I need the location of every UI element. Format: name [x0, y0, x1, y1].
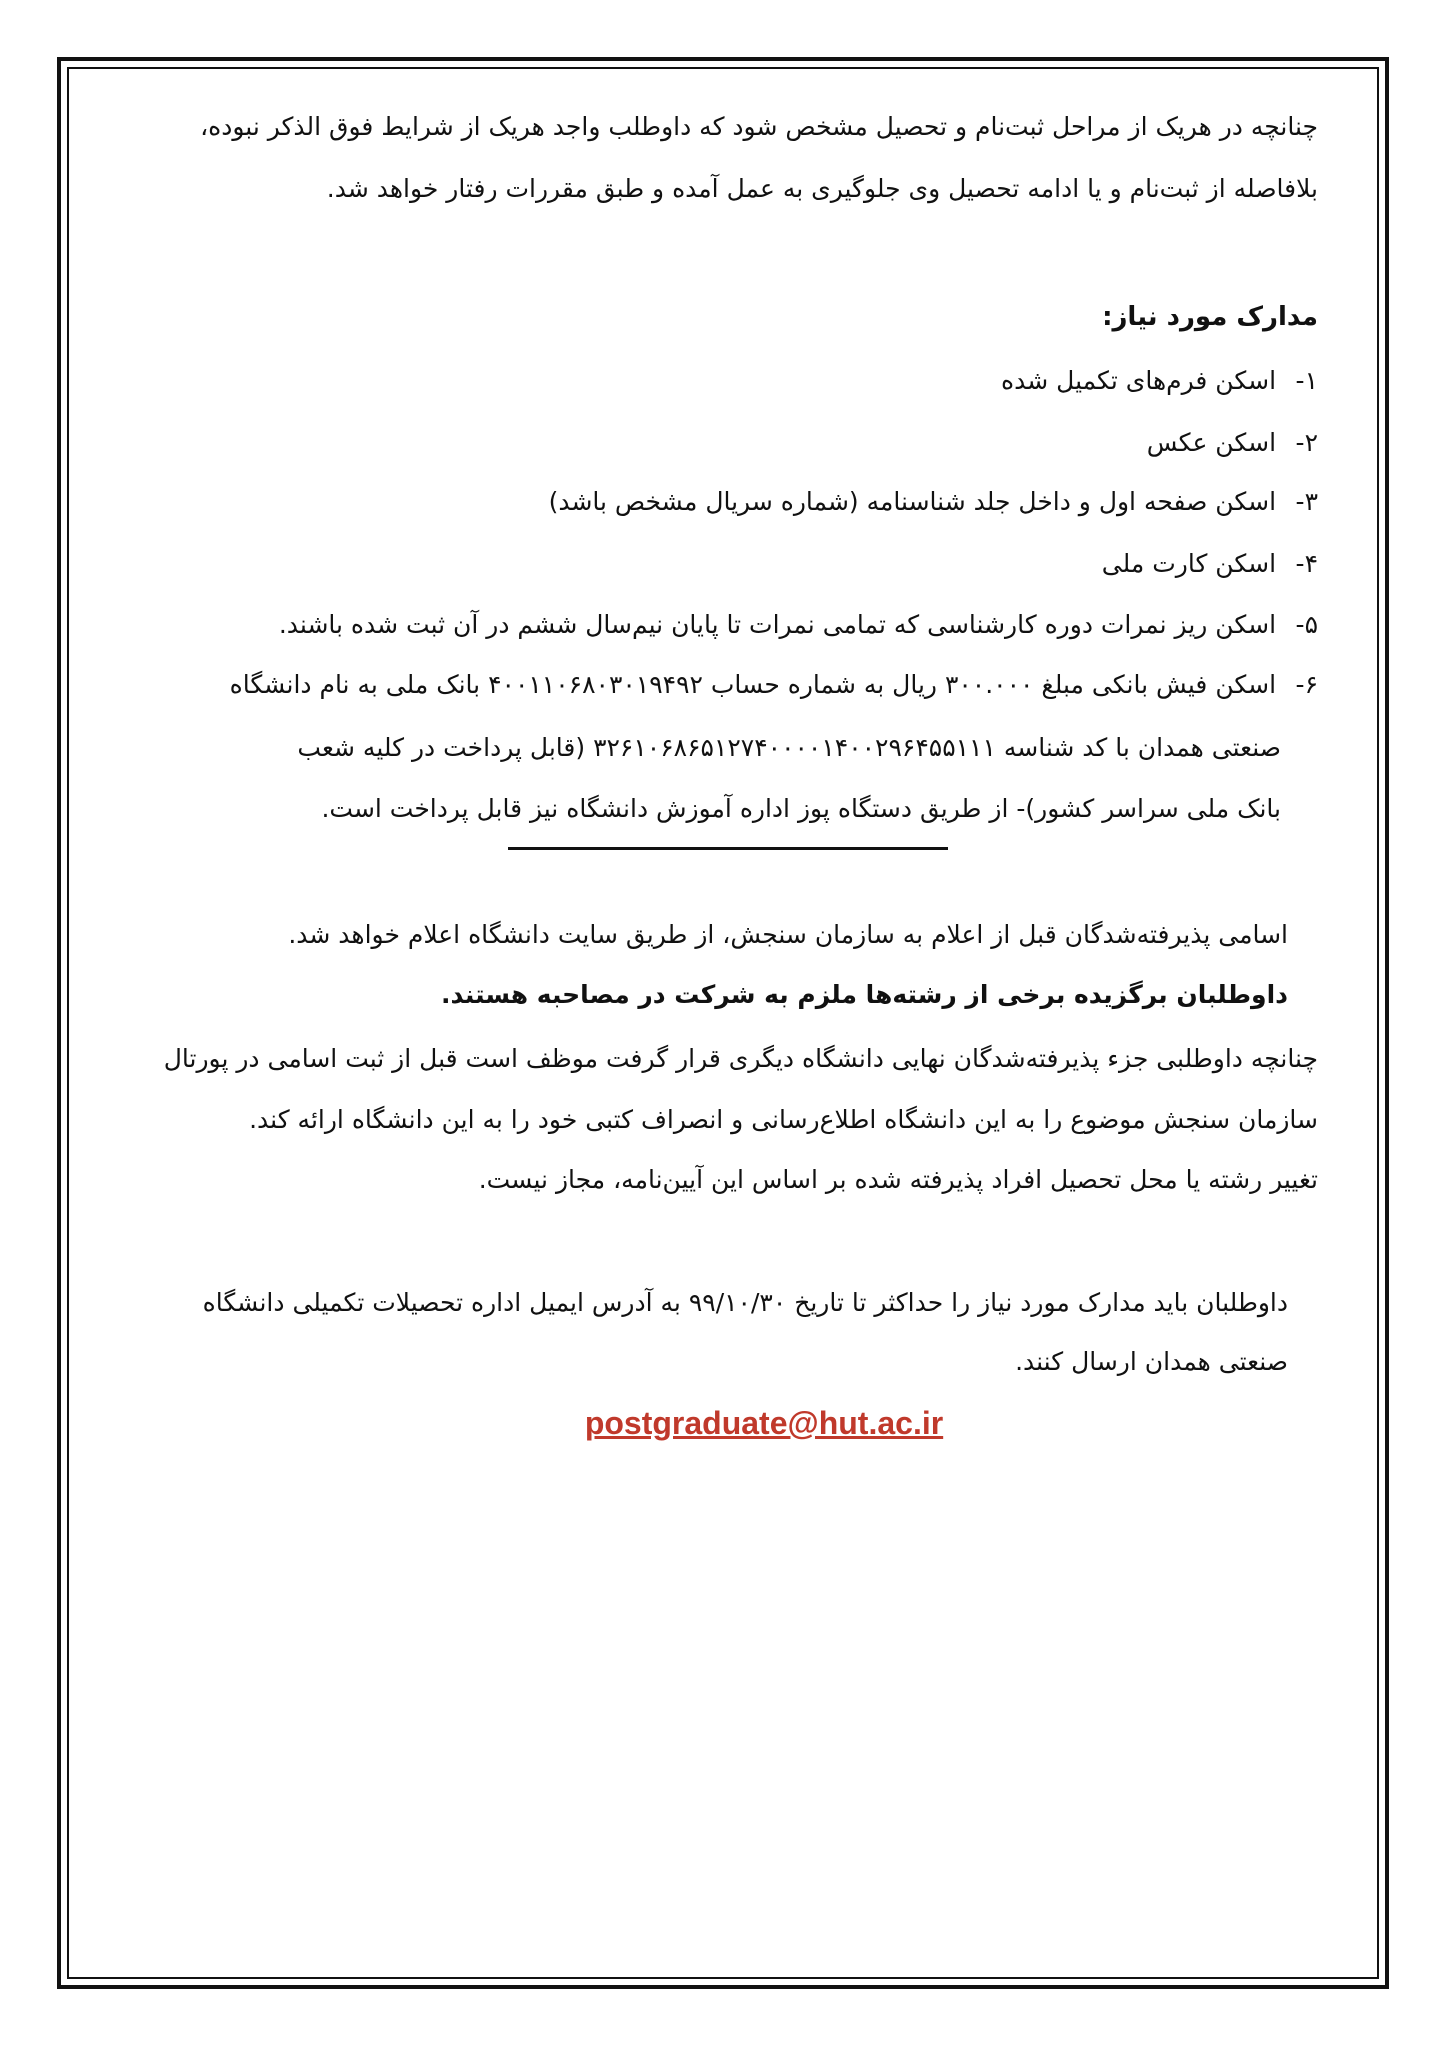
section-divider [508, 847, 948, 850]
document-item-3 [549, 485, 1318, 519]
item-number: ۳- [1295, 487, 1318, 516]
notice-no-change: تغییر رشته یا محل تحصیل افراد پذیرفته شده بر اساس این آیین‌نامه، مجاز نیست. [478, 1165, 1318, 1194]
document-item-2 [1147, 426, 1318, 460]
item-text: اسکن فرم‌های تکمیل شده [1001, 366, 1277, 395]
item-text: اسکن عکس [1146, 428, 1277, 457]
item-number: ۲- [1295, 428, 1318, 457]
item-text: اسکن صفحه اول و داخل جلد شناسنامه (شماره سریال مشخص باشد) [548, 487, 1277, 516]
email-link[interactable]: postgraduate@hut.ac.ir [584, 1405, 944, 1441]
document-item-6-line-2: صنعتی همدان با کد شناسه ۳۲۶۱۰۶۸۶۵۱۲۷۴۰۰۰۰۱۴۰۰۲۹۶۴۵۵۱۱۱ (قابل پرداخت در کلیه شعب [297, 733, 1281, 762]
notice-other-university-line-1: چنانچه داوطلبی جزء پذیرفته‌شدگان نهایی دانشگاه دیگری قرار گرفت موظف است قبل از ثبت اسامی در پورتال [163, 1044, 1318, 1073]
item-number: ۶- [1295, 670, 1318, 699]
item-number: ۴- [1295, 549, 1318, 578]
item-text: اسکن کارت ملی [1101, 549, 1277, 578]
item-text: اسکن ریز نمرات دوره کارشناسی که تمامی نمرات تا پایان نیم‌سال ششم در آن ثبت شده باشند. [278, 610, 1277, 639]
item-number: ۵- [1295, 610, 1318, 639]
document-item-1 [1001, 364, 1318, 398]
submission-line-2: صنعتی همدان ارسال کنند. [1015, 1347, 1288, 1376]
document-item-4 [1102, 547, 1318, 581]
document-item-6-line-3: بانک ملی سراسر کشور)- از طریق دستگاه پوز اداره آموزش دانشگاه نیز قابل پرداخت است. [321, 794, 1281, 823]
page-border-inner [67, 67, 1379, 1979]
notice-other-university-line-2: سازمان سنجش موضوع را به این دانشگاه اطلاع‌رسانی و انصراف کتبی خود را به این دانشگاه ارائه کند. [249, 1105, 1318, 1134]
notice-admitted-list: اسامی پذیرفته‌شدگان قبل از اعلام به سازمان سنجش، از طریق سایت دانشگاه اعلام خواهد شد. [288, 920, 1288, 949]
intro-line-1: چنانچه در هریک از مراحل ثبت‌نام و تحصیل مشخص شود که داوطلب واجد هریک از شرایط فوق الذکر نبوده، [200, 112, 1318, 141]
documents-heading: مدارک مورد نیاز: [1102, 302, 1318, 332]
submission-line-1: داوطلبان باید مدارک مورد نیاز را حداکثر تا تاریخ ۹۹/۱۰/۳۰ به آدرس ایمیل اداره تحصیلات تکمیلی دانشگاه [202, 1288, 1288, 1317]
item-number: ۱- [1295, 366, 1318, 395]
item-text: اسکن فیش بانکی مبلغ ۳۰۰.۰۰۰ ریال به شماره حساب ۴۰۰۱۱۰۶۸۰۳۰۱۹۴۹۲ بانک ملی به نام دانشگاه [229, 670, 1277, 699]
document-item-6 [230, 668, 1318, 702]
document-item-5 [279, 608, 1318, 642]
notice-interview: داوطلبان برگزیده برخی از رشته‌ها ملزم به شرکت در مصاحبه هستند. [440, 980, 1288, 1009]
intro-line-2: بلافاصله از ثبت‌نام و یا ادامه تحصیل وی جلوگیری به عمل آمده و طبق مقررات رفتار خواهد شد. [326, 174, 1318, 203]
